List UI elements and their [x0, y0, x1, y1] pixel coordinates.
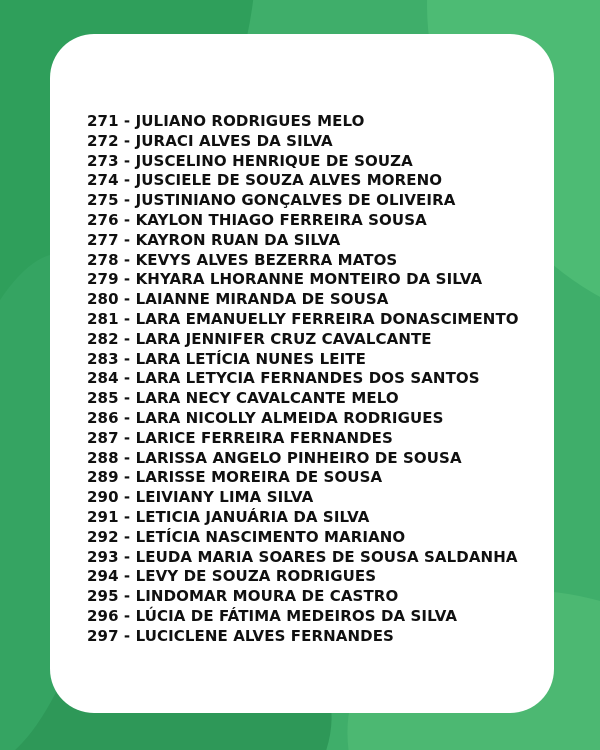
list-item: 291 - LETICIA JANUÁRIA DA SILVA — [87, 507, 370, 526]
list-item: 288 - LARISSA ANGELO PINHEIRO DE SOUSA — [87, 448, 462, 467]
list-item: 283 - LARA LETÍCIA NUNES LEITE — [87, 349, 366, 368]
list-item: 274 - JUSCIELE DE SOUZA ALVES MORENO — [87, 171, 443, 190]
list-item: 295 - LINDOMAR MOURA DE CASTRO — [87, 587, 399, 606]
list-item: 278 - KEVYS ALVES BEZERRA MATOS — [87, 250, 398, 269]
list-item: 275 - JUSTINIANO GONÇALVES DE OLIVEIRA — [87, 191, 456, 210]
names-list — [87, 112, 519, 647]
list-item: 293 - LEUDA MARIA SOARES DE SOUSA SALDANHA — [87, 547, 518, 566]
list-item: 297 - LUCICLENE ALVES FERNANDES — [87, 626, 394, 645]
list-item: 271 - JULIANO RODRIGUES MELO — [87, 112, 365, 130]
list-item: 290 - LEIVIANY LIMA SILVA — [87, 488, 314, 507]
list-item: 296 - LÚCIA DE FÁTIMA MEDEIROS DA SILVA — [87, 606, 458, 625]
list-item: 285 - LARA NECY CAVALCANTE MELO — [87, 389, 399, 408]
list-item: 287 - LARICE FERREIRA FERNANDES — [87, 428, 393, 447]
list-item: 286 - LARA NICOLLY ALMEIDA RODRIGUES — [87, 408, 444, 427]
list-item: 292 - LETÍCIA NASCIMENTO MARIANO — [87, 527, 406, 546]
list-item: 289 - LARISSE MOREIRA DE SOUSA — [87, 468, 383, 487]
list-item: 282 - LARA JENNIFER CRUZ CAVALCANTE — [87, 329, 432, 348]
list-item: 277 - KAYRON RUAN DA SILVA — [87, 230, 341, 249]
list-item: 284 - LARA LETYCIA FERNANDES DOS SANTOS — [87, 369, 480, 388]
list-item: 294 - LEVY DE SOUZA RODRIGUES — [87, 567, 377, 586]
list-item: 279 - KHYARA LHORANNE MONTEIRO DA SILVA — [87, 270, 483, 289]
list-item: 276 - KAYLON THIAGO FERREIRA SOUSA — [87, 210, 427, 229]
list-item: 280 - LAIANNE MIRANDA DE SOUSA — [87, 290, 389, 309]
list-item: 272 - JURACI ALVES DA SILVA — [87, 131, 333, 150]
list-item: 273 - JUSCELINO HENRIQUE DE SOUZA — [87, 151, 413, 170]
list-item: 281 - LARA EMANUELLY FERREIRA DONASCIMENTO — [87, 309, 519, 328]
